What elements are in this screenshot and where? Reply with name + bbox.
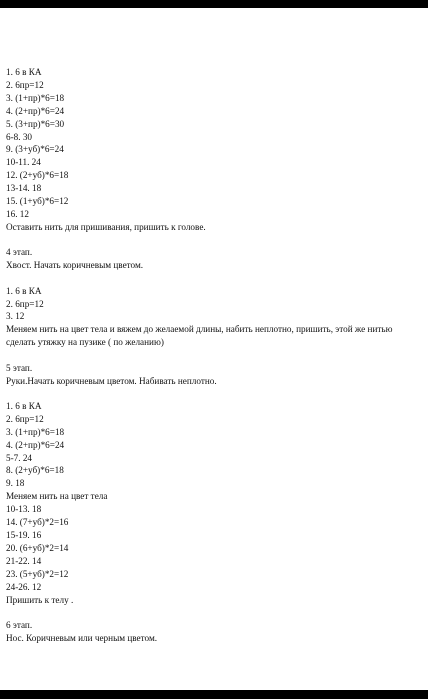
spacer	[6, 234, 412, 247]
step-line: 24-26. 12	[6, 581, 42, 592]
instruction-line: Оставить нить для пришивания, пришить к голове.	[6, 221, 206, 232]
spacer	[6, 387, 412, 400]
step-line: 8. (2+уб)*6=18	[6, 465, 64, 476]
step-line: 5. (3+пр)*6=30	[6, 118, 65, 129]
step-line: 1. 6 в КА	[6, 285, 42, 296]
section-heading: 6 этап.	[6, 619, 33, 630]
step-line: 5-7. 24	[6, 452, 33, 463]
step-line: 10-13. 18	[6, 504, 42, 515]
section-6	[6, 619, 412, 645]
instruction-line: Пришить к телу .	[6, 594, 74, 605]
step-line: 20. (6+уб)*2=14	[6, 542, 69, 553]
step-line: 3. (1+пр)*6=18	[6, 426, 65, 437]
step-line: 3. (1+пр)*6=18	[6, 92, 65, 103]
spacer	[6, 606, 412, 619]
section-subtitle: Хвост. Начать коричневым цветом.	[6, 260, 144, 271]
step-line: 6-8. 30	[6, 131, 33, 142]
section-subtitle: Нос. Коричневым или черным цветом.	[6, 632, 158, 643]
step-line: 13-14. 18	[6, 183, 42, 194]
step-line: 10-11. 24	[6, 157, 41, 168]
step-line: 1. 6 в КА	[6, 400, 42, 411]
spacer	[6, 272, 412, 285]
step-line: 2. 6пр=12	[6, 413, 44, 424]
step-line: 21-22. 14	[6, 555, 42, 566]
instruction-line: Меняем нить на цвет тела	[6, 491, 108, 502]
document-text	[6, 66, 412, 645]
section-5	[6, 362, 412, 607]
step-line: 3. 12	[6, 311, 25, 322]
section-4	[6, 246, 412, 349]
step-line: 16. 12	[6, 208, 29, 219]
bottom-border-bar	[0, 690, 428, 699]
step-line: 2. 6пр=12	[6, 298, 44, 309]
step-line: 9. (3+уб)*6=24	[6, 144, 64, 155]
section-heading: 4 этап.	[6, 247, 33, 258]
instruction-line: Меняем нить на цвет тела и вяжем до желаемой длины, набить неплотно, пришить, этой же нитью сделать утяжку на пузике ( по желанию)	[6, 324, 393, 348]
spacer	[6, 349, 412, 362]
step-line: 9. 18	[6, 478, 25, 489]
step-line: 2. 6пр=12	[6, 79, 44, 90]
step-line: 12. (2+уб)*6=18	[6, 170, 69, 181]
step-line: 15. (1+уб)*6=12	[6, 196, 69, 207]
step-line: 23. (5+уб)*2=12	[6, 568, 69, 579]
step-line: 1. 6 в КА	[6, 67, 42, 77]
section-3	[6, 66, 412, 234]
step-line: 4. (2+пр)*6=24	[6, 105, 65, 116]
step-line: 4. (2+пр)*6=24	[6, 439, 65, 450]
step-line: 14. (7+уб)*2=16	[6, 517, 69, 528]
section-heading: 5 этап.	[6, 362, 33, 373]
step-line: 15-19. 16	[6, 530, 42, 540]
top-border-bar	[0, 0, 428, 8]
section-subtitle: Руки.Начать коричневым цветом. Набивать неплотно.	[6, 375, 217, 386]
